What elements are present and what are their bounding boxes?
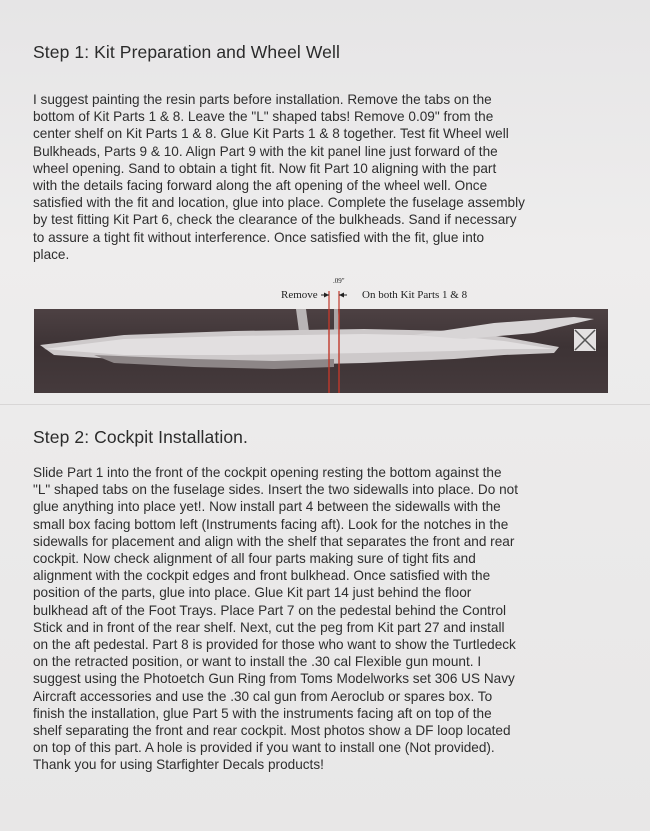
step1-paragraph bbox=[33, 91, 633, 263]
step1-line: place. bbox=[33, 246, 70, 262]
fuselage-part-figure bbox=[34, 277, 608, 393]
step2-line: glue anything into place yet!. Now install part 4 between the sidewalls with the bbox=[33, 499, 501, 515]
step2-line: Thank you for using Starfighter Decals products! bbox=[33, 757, 324, 773]
step2-line: suggest using the Photoetch Gun Ring from Toms Modelworks set 306 US Navy bbox=[33, 671, 515, 687]
step1-line: to assure a tight fit without interference. Once satisfied with the fit, glue into bbox=[33, 229, 485, 245]
step1-heading: Step 1: Kit Preparation and Wheel Well bbox=[33, 42, 340, 62]
step2-line: "L" shaped tabs on the fuselage sides. Insert the two sidewalls into place. Do not bbox=[33, 482, 518, 498]
step2-line: bulkhead aft of the Foot Trays. Place Part 7 on the pedestal behind the Control bbox=[33, 602, 507, 618]
resin-part-drawing bbox=[34, 309, 608, 393]
step2-line: shelf separating the front and rear cockpit. Most photos show a DF loop located bbox=[33, 723, 511, 739]
section-divider bbox=[0, 404, 650, 405]
dimension-label: .09" bbox=[333, 277, 345, 285]
step1-line: center shelf on Kit Parts 1 & 8. Glue Kit Parts 1 & 8 together. Test fit Wheel well bbox=[33, 126, 509, 142]
resin-part-photo bbox=[34, 309, 608, 393]
step2-line: Stick and in front of the rear shelf. Next, cut the peg from Kit part 27 and install bbox=[33, 619, 505, 635]
both-parts-label: On both Kit Parts 1 & 8 bbox=[362, 289, 468, 301]
step2-line: on top of this part. A hole is provided if you want to install one (Not provided). bbox=[33, 740, 495, 756]
step1-line: wheel opening. Sand to obtain a tight fit. Now fit Part 10 aligning with the part bbox=[33, 160, 497, 176]
step2-line: Aircraft accessories and use the .30 cal gun from Aeroclub or spares box. To bbox=[33, 688, 493, 704]
step1-line: Bulkheads, Parts 9 & 10. Align Part 9 with the kit panel line just forward of the bbox=[33, 143, 498, 159]
step1-line: by test fitting Kit Part 6, check the clearance of the bulkheads. Sand if necessary bbox=[33, 212, 517, 228]
step2-line: sidewalls for placement and align with the shelf that separates the front and rear bbox=[33, 533, 515, 549]
remove-label: Remove bbox=[281, 289, 318, 301]
step2-line: on the aft pedestal. Part 8 is provided for those who want to show the Turtledeck bbox=[33, 637, 516, 653]
step2-heading: Step 2: Cockpit Installation. bbox=[33, 427, 248, 447]
step2-line: alignment with the cockpit edges and front bulkhead. Once satisfied with the bbox=[33, 568, 491, 584]
step1-line: bottom of Kit Parts 1 & 8. Leave the "L" shaped tabs! Remove 0.09" from the bbox=[33, 109, 494, 125]
step2-line: position of the parts, glue into place. Glue Kit part 14 just behind the floor bbox=[33, 585, 472, 601]
step2-paragraph bbox=[33, 464, 643, 774]
step2-line: finish the installation, glue Part 5 with the instruments facing aft on top of the bbox=[33, 705, 492, 721]
step1-line: satisfied with the fit and location, glue into place. Complete the fuselage assembly bbox=[33, 195, 525, 211]
step1-line: I suggest painting the resin parts before installation. Remove the tabs on the bbox=[33, 92, 492, 107]
step2-line: Slide Part 1 into the front of the cockpit opening resting the bottom against the bbox=[33, 465, 502, 480]
step1-line: with the details facing forward along the aft opening of the wheel well. Once bbox=[33, 178, 488, 194]
step2-line: cockpit. Now check alignment of all four parts making sure of tight fits and bbox=[33, 551, 476, 567]
step2-line: small box facing bottom left (Instruments facing aft). Look for the notches in the bbox=[33, 516, 509, 532]
step2-line: on the retracted position, or want to install the .30 cal Flexible gun mount. I bbox=[33, 654, 482, 670]
